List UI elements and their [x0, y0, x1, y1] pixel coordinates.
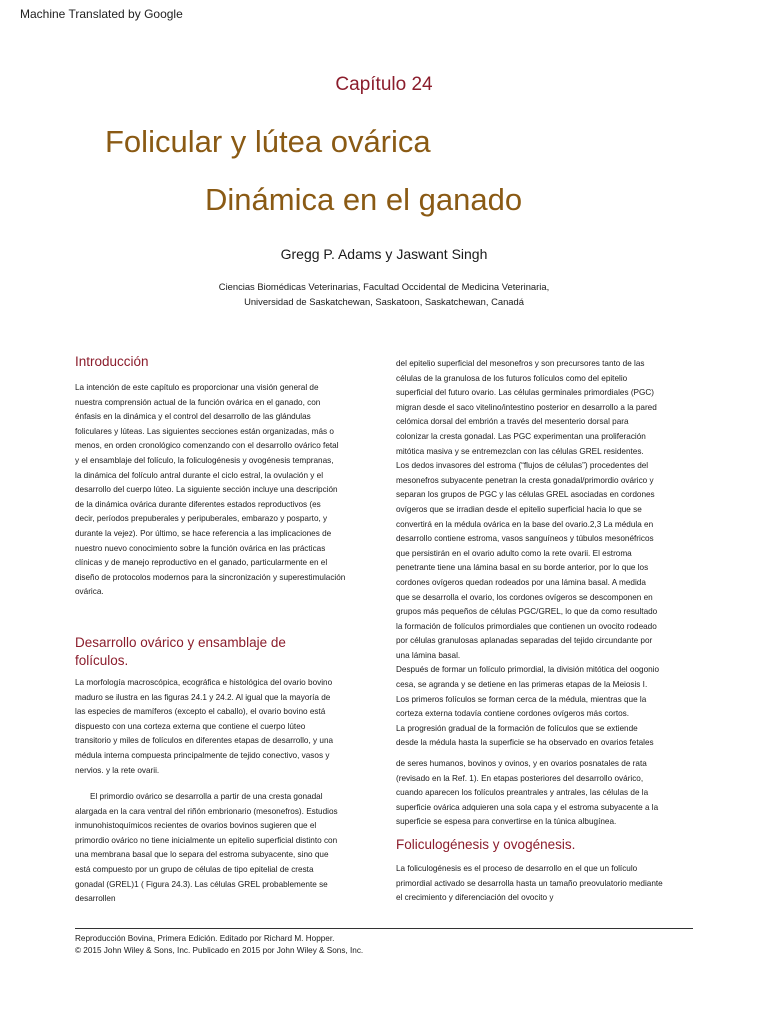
chapter-title-line-2: Dinámica en el ganado — [205, 182, 523, 217]
text-line: colonizar la cresta gonadal. Las PGC experimentan una proliferación — [396, 431, 646, 441]
development-paragraph — [75, 676, 385, 778]
text-line: células de la granulosa de los futuros folículos como del epitelio — [396, 373, 628, 383]
text-line: inmunohistoquímicos recientes de ovarios bovinos sugieren que el — [75, 821, 317, 831]
text-line: nervios. y la rete ovarii. — [75, 765, 160, 775]
text-line: primordio ovárico no tiene inicialmente un epitelio superficial distinto con — [75, 835, 338, 845]
authors: Gregg P. Adams y Jaswant Singh — [280, 246, 488, 262]
chapter-number: Capítulo 24 — [335, 74, 433, 95]
affiliation-line: Universidad de Saskatchewan, Saskatoon, Saskatchewan, Canadá — [244, 296, 524, 307]
text-line: que persistirán en el ovario adulto como la rete ovarii. El estroma — [396, 548, 632, 558]
footer-divider — [75, 928, 693, 929]
text-line: foliculares y lúteas. Las siguientes secciones están organizadas, más o — [75, 426, 334, 436]
affiliation-line: Ciencias Biomédicas Veterinarias, Facultad Occidental de Medicina Veterinaria, — [218, 281, 550, 292]
text-line: primordial activado se desarrolla hasta un tamaño preovulatorio mediante — [396, 878, 663, 888]
text-line: una lámina basal. — [396, 650, 461, 660]
heading-line: Desarrollo ovárico y ensamblaje de — [75, 635, 286, 650]
text-line: mesonefros subyacente penetran la cresta gonadal/primordio ovárico y — [396, 475, 654, 485]
footer-line: © 2015 John Wiley & Sons, Inc. Publicado en 2015 por John Wiley & Sons, Inc. — [75, 946, 364, 955]
text-line: grupos más pequeños de células PGC/GREL, lo que da como resultado — [396, 607, 658, 617]
text-line: corteza externa todavía contiene cordones ovígeros más cortos. — [396, 709, 630, 719]
text-line: clínicas y de manejo reproductivo en el ganado, particularmente en el — [75, 558, 328, 568]
text-line: gonadal (GREL)1 ( Figura 24.3). Las células GREL probablemente se — [75, 879, 328, 889]
text-line: el crecimiento y diferenciación del ovocito y — [396, 893, 554, 903]
text-line: durante la vejez). Por último, se hace referencia a las implicaciones de — [75, 528, 332, 538]
text-line: alargada en la cara ventral del riñón embrionario (mesonefros). Estudios — [75, 806, 338, 816]
text-line: Después de formar un folículo primordial, la división mitótica del oogonio — [396, 665, 660, 675]
text-line: menos, en orden cronológico comenzando con el desarrollo ovárico fetal — [75, 441, 339, 451]
footer — [75, 933, 363, 957]
text-line: transitorio y miles de folículos en diferentes etapas de desarrollo, y una — [75, 736, 334, 746]
text-line: celómica dorsal del embrión a través del mesenterio dorsal para — [396, 417, 629, 427]
text-line: cordones ovígeros quedan rodeados por una lámina basal. A medida — [396, 577, 646, 587]
text-line: (revisado en la Ref. 1). En etapas posteriores del desarrollo ovárico, — [396, 773, 644, 783]
primordium-paragraph — [75, 790, 385, 907]
text-line: nuestra comprensión actual de la función ovárica en el ganado, con — [75, 397, 321, 407]
footer-line: Reproducción Bovina, Primera Edición. Editado por Richard M. Hopper. — [75, 934, 335, 943]
section-heading-ovarian-development — [75, 634, 286, 670]
heading-line: folículos. — [75, 653, 129, 668]
text-line: desarrollen — [75, 894, 116, 904]
text-line: separan los grupos de PGC y las células GREL asociadas en cordones — [396, 490, 655, 500]
section-heading-folliculogenesis: Foliculogénesis y ovogénesis. — [396, 837, 576, 852]
text-line: médula interna compuesta principalmente de tejido conectivo, vasos y — [75, 750, 330, 760]
text-line: ovígeros que se irradian desde el epitelio superficial hacia lo que se — [396, 504, 642, 514]
text-line: diseño de protocolos modernos para la sincronización y superestimulación — [75, 572, 346, 582]
text-line: desarrollo contiene estroma, vasos sanguíneos y túbulos mesonéfricos — [396, 534, 654, 544]
text-line: una membrana basal que lo separa del estroma subyacente, sino que — [75, 850, 329, 860]
text-line: ovárica. — [75, 587, 104, 597]
chapter-title-line-1: Folicular y lútea ovárica — [105, 124, 431, 159]
text-line: migran desde el saco vitelino/intestino posterior en desarrollo a la pared — [396, 402, 657, 412]
machine-translation-banner: Machine Translated by Google — [20, 7, 183, 21]
text-line: superficie ovárica adquieren una sola capa y el estroma subyacente a la — [396, 802, 659, 812]
text-line: maduro se ilustra en las figuras 24.1 y 24.2. Al igual que la mayoría de — [75, 692, 331, 702]
right-paragraph-1 — [396, 357, 696, 830]
text-line: decir, períodos prepuberales y peripuberales, embarazo y posparto, y — [75, 514, 328, 524]
text-line: penetrante tiene una lámina basal en su borde anterior, por lo que los — [396, 563, 649, 573]
text-line: desarrollo del cuerpo lúteo. La siguiente sección incluye una descripción — [75, 485, 338, 495]
text-line: superficial del futuro ovario. Las células germinales primordiales (PGC) — [396, 388, 655, 398]
text-line: La progresión gradual de la formación de folículos que se extiende — [396, 723, 638, 733]
text-line: está compuesto por un grupo de células de tipo epitelial de cresta — [75, 864, 314, 874]
text-line: las especies de mamíferos (excepto el caballo), el ovario bovino está — [75, 707, 326, 717]
affiliation — [0, 279, 768, 309]
text-line: por células granulosas aplanadas separadas del tejido circundante por — [396, 636, 653, 646]
text-line: de seres humanos, bovinos y ovinos, y en ovarios posnatales de rata — [396, 759, 647, 769]
text-line: Los primeros folículos se forman cerca de la médula, mientras que la — [396, 694, 647, 704]
text-line: la formación de folículos primordiales que contienen un ovocito rodeado — [396, 621, 657, 631]
text-line: La foliculogénesis es el proceso de desarrollo en el que un folículo — [396, 864, 638, 873]
text-line: superficie se espesa para convertirse en la túnica albugínea. — [396, 817, 617, 827]
text-line: dispuesto con una corteza externa que contiene el cuerpo lúteo — [75, 721, 306, 731]
text-line: desde la médula hasta la superficie se ha observado en ovarios fetales — [396, 738, 654, 748]
text-line: La morfología macroscópica, ecográfica e histológica del ovario bovino — [75, 678, 333, 687]
text-line: convertirá en la médula ovárica en la base del ovario.2,3 La médula en — [396, 519, 654, 529]
text-line: énfasis en la dinámica y el control del desarrollo de las glándulas — [75, 412, 311, 422]
text-line: El primordio ovárico se desarrolla a partir de una cresta gonadal — [90, 792, 323, 801]
text-line: mitótica masiva y se entremezclan con las células GREL residentes. — [396, 446, 644, 456]
text-line: que se desarrolla el ovario, los cordones ovígeros se descomponen en — [396, 592, 653, 602]
folliculogenesis-paragraph — [396, 862, 696, 906]
text-line: cuando aparecen los folículos preantrales y antrales, las células de la — [396, 788, 649, 798]
text-line: y el ensamblaje del folículo, la foliculogénesis y ovogénesis tempranas, — [75, 455, 334, 465]
text-line: nuestro nuevo conocimiento sobre la función ovárica en las prácticas — [75, 543, 326, 553]
text-line: de la dinámica ovárica durante diferentes estados reproductivos (es — [75, 499, 321, 509]
intro-paragraph — [75, 381, 385, 600]
text-line: Los dedos invasores del estroma (“flujos de células”) procedentes del — [396, 461, 649, 471]
section-heading-introduction: Introducción — [75, 354, 149, 369]
text-line: cesa, se agranda y se detiene en las primeras etapas de la Meiosis I. — [396, 680, 648, 690]
text-line: del epitelio superficial del mesonefros y son precursores tanto de las — [396, 359, 645, 368]
text-line: la dinámica del folículo antral durante el ciclo estral, la ovulación y el — [75, 470, 324, 480]
text-line: La intención de este capítulo es proporcionar una visión general de — [75, 383, 319, 392]
